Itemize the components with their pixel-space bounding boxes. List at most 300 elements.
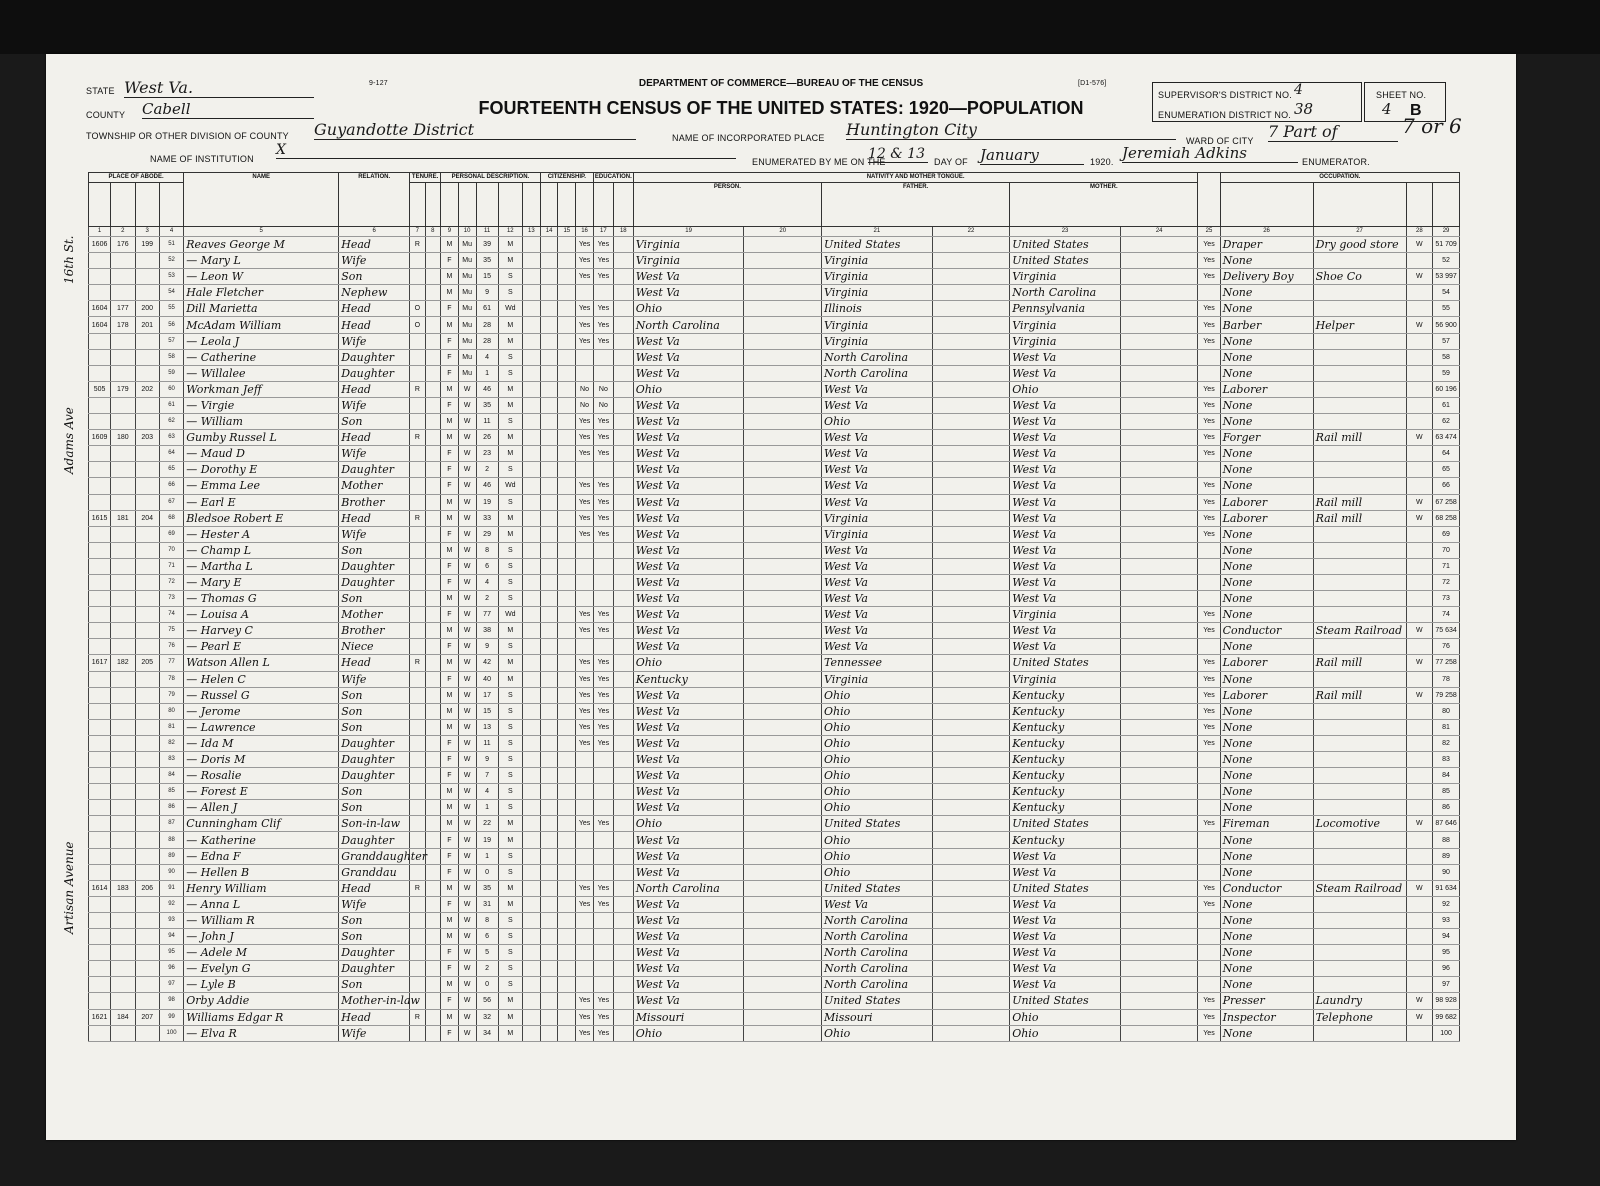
cell-marital: M — [498, 430, 522, 446]
cell-father: West Va — [821, 397, 932, 413]
day-of-label: DAY OF — [934, 157, 968, 167]
cell-empty — [425, 381, 441, 397]
cell-name: Cunningham Clif — [184, 816, 339, 832]
cell-empty — [425, 880, 441, 896]
cell-mother: West Va — [1010, 591, 1121, 607]
cell-line: 96 — [159, 961, 183, 977]
cell-class — [1406, 703, 1433, 719]
head-col-16 — [576, 183, 594, 227]
cell-father: Virginia — [821, 671, 932, 687]
cell-industry — [1313, 285, 1406, 301]
cell-english: Yes — [1198, 510, 1220, 526]
cell-marital: S — [498, 269, 522, 285]
cell-right: 66 — [1433, 478, 1460, 494]
cell-age: 8 — [476, 912, 498, 928]
cell-empty — [1120, 333, 1198, 349]
cell-industry — [1313, 768, 1406, 784]
cell-birth: West Va — [633, 591, 744, 607]
column-number: 20 — [744, 227, 822, 237]
cell-empty — [1120, 446, 1198, 462]
cell-sex: F — [441, 735, 459, 751]
cell-empty — [613, 365, 633, 381]
cell-empty — [425, 784, 441, 800]
cell-dwelling — [111, 735, 135, 751]
cell-sex: M — [441, 269, 459, 285]
cell-occupation: None — [1220, 333, 1313, 349]
cell-house — [89, 800, 111, 816]
cell-right: 75 634 — [1433, 623, 1460, 639]
township-value: Guyandotte District — [314, 120, 636, 140]
cell-line: 67 — [159, 494, 183, 510]
cell-read — [576, 832, 594, 848]
cell-empty — [558, 703, 576, 719]
cell-empty — [523, 735, 541, 751]
cell-relation: Granddaughter — [339, 848, 410, 864]
cell-relation: Son — [339, 591, 410, 607]
cell-write: Yes — [593, 414, 613, 430]
cell-marital: S — [498, 945, 522, 961]
cell-dwelling — [111, 446, 135, 462]
cell-family: 204 — [135, 510, 159, 526]
cell-line: 88 — [159, 832, 183, 848]
cell-empty — [558, 1009, 576, 1025]
cell-occupation: None — [1220, 365, 1313, 381]
cell-empty — [523, 880, 541, 896]
cell-birth: Virginia — [633, 253, 744, 269]
cell-race: W — [458, 848, 476, 864]
cell-empty — [744, 1009, 822, 1025]
cell-relation: Head — [339, 880, 410, 896]
cell-race: W — [458, 397, 476, 413]
cell-empty — [613, 397, 633, 413]
cell-sex: M — [441, 655, 459, 671]
cell-sex: M — [441, 703, 459, 719]
cell-marital: S — [498, 800, 522, 816]
cell-english: Yes — [1198, 253, 1220, 269]
cell-empty — [540, 752, 558, 768]
cell-sex: F — [441, 752, 459, 768]
cell-name: — Mary E — [184, 574, 339, 590]
cell-empty — [1120, 816, 1198, 832]
cell-birth: West Va — [633, 349, 744, 365]
cell-age: 1 — [476, 365, 498, 381]
cell-empty — [558, 269, 576, 285]
cell-mother: Kentucky — [1010, 687, 1121, 703]
cell-family: 199 — [135, 237, 159, 253]
cell-dwelling: 179 — [111, 381, 135, 397]
cell-write — [593, 977, 613, 993]
cell-empty — [540, 397, 558, 413]
supervisor-label: SUPERVISOR'S DISTRICT NO. — [1158, 90, 1292, 100]
cell-marital: S — [498, 591, 522, 607]
cell-english: Yes — [1198, 896, 1220, 912]
cell-industry — [1313, 896, 1406, 912]
cell-empty — [523, 317, 541, 333]
cell-empty — [540, 301, 558, 317]
cell-empty — [558, 832, 576, 848]
head-col-9 — [441, 183, 459, 227]
place-value: Huntington City — [846, 120, 1176, 140]
cell-sex: F — [441, 607, 459, 623]
cell-mother: West Va — [1010, 912, 1121, 928]
margin-street-3: Artisan Avenue — [62, 841, 76, 934]
cell-class — [1406, 961, 1433, 977]
cell-sex: F — [441, 462, 459, 478]
cell-empty — [1120, 832, 1198, 848]
form-number: 9-127 — [369, 80, 388, 87]
cell-mother: West Va — [1010, 558, 1121, 574]
cell-marital: M — [498, 333, 522, 349]
cell-empty — [540, 317, 558, 333]
cell-empty — [613, 607, 633, 623]
cell-family — [135, 285, 159, 301]
cell-class — [1406, 333, 1433, 349]
table-row — [89, 510, 1460, 526]
cell-birth: West Va — [633, 639, 744, 655]
cell-family — [135, 961, 159, 977]
cell-empty — [1120, 639, 1198, 655]
cell-dwelling — [111, 671, 135, 687]
cell-right: 73 — [1433, 591, 1460, 607]
cell-mother: North Carolina — [1010, 285, 1121, 301]
cell-empty — [540, 945, 558, 961]
cell-house — [89, 558, 111, 574]
cell-marital: S — [498, 864, 522, 880]
cell-empty — [613, 301, 633, 317]
cell-occupation: None — [1220, 591, 1313, 607]
cell-class — [1406, 349, 1433, 365]
cell-industry — [1313, 945, 1406, 961]
cell-birth: West Va — [633, 752, 744, 768]
cell-name: Dill Marietta — [184, 301, 339, 317]
cell-family — [135, 349, 159, 365]
column-number: 5 — [184, 227, 339, 237]
cell-sex: M — [441, 623, 459, 639]
cell-class — [1406, 639, 1433, 655]
cell-empty — [932, 768, 1010, 784]
cell-dwelling — [111, 542, 135, 558]
cell-empty — [425, 349, 441, 365]
cell-occupation: None — [1220, 301, 1313, 317]
cell-father: West Va — [821, 430, 932, 446]
cell-empty — [744, 735, 822, 751]
cell-tenure: R — [410, 880, 426, 896]
column-number-row — [89, 227, 1460, 237]
cell-english: Yes — [1198, 719, 1220, 735]
cell-birth: West Va — [633, 574, 744, 590]
cell-tenure — [410, 414, 426, 430]
cell-age: 22 — [476, 816, 498, 832]
cell-age: 19 — [476, 832, 498, 848]
cell-empty — [744, 864, 822, 880]
cell-write: Yes — [593, 253, 613, 269]
cell-industry — [1313, 574, 1406, 590]
column-number: 16 — [576, 227, 594, 237]
cell-english: Yes — [1198, 526, 1220, 542]
cell-father: West Va — [821, 478, 932, 494]
cell-industry — [1313, 703, 1406, 719]
cell-empty — [425, 993, 441, 1009]
cell-sex: F — [441, 446, 459, 462]
cell-empty — [744, 752, 822, 768]
cell-read: Yes — [576, 317, 594, 333]
cell-empty — [558, 896, 576, 912]
cell-birth: West Va — [633, 993, 744, 1009]
cell-empty — [613, 687, 633, 703]
cell-marital: M — [498, 832, 522, 848]
cell-sex: F — [441, 993, 459, 1009]
cell-name: — Louisa A — [184, 607, 339, 623]
cell-birth: West Va — [633, 961, 744, 977]
cell-read — [576, 961, 594, 977]
cell-english: Yes — [1198, 237, 1220, 253]
cell-birth: West Va — [633, 558, 744, 574]
cell-tenure — [410, 349, 426, 365]
cell-marital: M — [498, 317, 522, 333]
cell-empty — [540, 526, 558, 542]
cell-tenure: R — [410, 381, 426, 397]
cell-empty — [744, 462, 822, 478]
cell-empty — [425, 687, 441, 703]
cell-class — [1406, 607, 1433, 623]
cell-age: 26 — [476, 430, 498, 446]
cell-name: — Evelyn G — [184, 961, 339, 977]
cell-empty — [744, 945, 822, 961]
column-number: 10 — [458, 227, 476, 237]
cell-empty — [523, 462, 541, 478]
cell-right: 93 — [1433, 912, 1460, 928]
cell-industry — [1313, 446, 1406, 462]
table-row — [89, 655, 1460, 671]
head-person: PERSON. — [633, 183, 821, 227]
cell-line: 74 — [159, 607, 183, 623]
head-occupation: OCCUPATION. — [1220, 173, 1459, 183]
table-row — [89, 607, 1460, 623]
cell-tenure — [410, 961, 426, 977]
cell-empty — [932, 671, 1010, 687]
cell-right: 58 — [1433, 349, 1460, 365]
cell-empty — [425, 462, 441, 478]
cell-tenure — [410, 542, 426, 558]
cell-sex: F — [441, 671, 459, 687]
cell-empty — [744, 848, 822, 864]
cell-write: Yes — [593, 237, 613, 253]
cell-relation: Daughter — [339, 752, 410, 768]
cell-write: Yes — [593, 1025, 613, 1041]
cell-race: W — [458, 542, 476, 558]
cell-empty — [1120, 623, 1198, 639]
cell-class — [1406, 558, 1433, 574]
cell-birth: West Va — [633, 397, 744, 413]
form-code: [D1-576] — [1078, 80, 1107, 87]
cell-empty — [613, 349, 633, 365]
cell-father: Ohio — [821, 1025, 932, 1041]
cell-empty — [558, 768, 576, 784]
cell-empty — [932, 462, 1010, 478]
cell-empty — [613, 462, 633, 478]
cell-occupation: None — [1220, 414, 1313, 430]
cell-write: Yes — [593, 317, 613, 333]
cell-line: 54 — [159, 285, 183, 301]
cell-father: United States — [821, 237, 932, 253]
cell-empty — [558, 719, 576, 735]
head-mother: MOTHER. — [1010, 183, 1198, 227]
cell-empty — [425, 1025, 441, 1041]
cell-empty — [523, 397, 541, 413]
cell-age: 5 — [476, 945, 498, 961]
cell-empty — [558, 397, 576, 413]
cell-right: 81 — [1433, 719, 1460, 735]
cell-family — [135, 735, 159, 751]
cell-father: West Va — [821, 623, 932, 639]
cell-marital: S — [498, 768, 522, 784]
cell-empty — [744, 768, 822, 784]
cell-empty — [613, 510, 633, 526]
table-row — [89, 430, 1460, 446]
cell-class — [1406, 381, 1433, 397]
column-number: 1 — [89, 227, 111, 237]
cell-occupation: None — [1220, 639, 1313, 655]
cell-dwelling — [111, 558, 135, 574]
cell-english: Yes — [1198, 1025, 1220, 1041]
cell-occupation: None — [1220, 896, 1313, 912]
column-number: 8 — [425, 227, 441, 237]
cell-age: 4 — [476, 784, 498, 800]
cell-empty — [1120, 945, 1198, 961]
cell-line: 82 — [159, 735, 183, 751]
cell-birth: West Va — [633, 269, 744, 285]
cell-occupation: None — [1220, 945, 1313, 961]
cell-family — [135, 848, 159, 864]
cell-age: 2 — [476, 591, 498, 607]
column-number: 22 — [932, 227, 1010, 237]
cell-relation: Son-in-law — [339, 816, 410, 832]
cell-empty — [1120, 896, 1198, 912]
cell-birth: West Va — [633, 977, 744, 993]
cell-line: 78 — [159, 671, 183, 687]
cell-family — [135, 719, 159, 735]
cell-marital: S — [498, 703, 522, 719]
cell-industry: Telephone — [1313, 1009, 1406, 1025]
cell-industry — [1313, 607, 1406, 623]
cell-english: Yes — [1198, 269, 1220, 285]
cell-write — [593, 542, 613, 558]
cell-house — [89, 735, 111, 751]
cell-name: — Elva R — [184, 1025, 339, 1041]
cell-empty — [558, 430, 576, 446]
cell-family — [135, 269, 159, 285]
cell-birth: West Va — [633, 333, 744, 349]
cell-relation: Daughter — [339, 961, 410, 977]
cell-tenure — [410, 929, 426, 945]
cell-industry — [1313, 961, 1406, 977]
cell-empty — [540, 607, 558, 623]
cell-birth: West Va — [633, 832, 744, 848]
cell-name: — Allen J — [184, 800, 339, 816]
cell-empty — [523, 510, 541, 526]
cell-empty — [744, 510, 822, 526]
head-nativity: NATIVITY AND MOTHER TONGUE. — [633, 173, 1198, 183]
cell-race: W — [458, 446, 476, 462]
cell-family — [135, 333, 159, 349]
cell-dwelling — [111, 993, 135, 1009]
cell-empty — [744, 558, 822, 574]
cell-empty — [744, 253, 822, 269]
cell-age: 8 — [476, 542, 498, 558]
cell-mother: West Va — [1010, 397, 1121, 413]
cell-family: 202 — [135, 381, 159, 397]
cell-right: 56 900 — [1433, 317, 1460, 333]
column-number: 7 — [410, 227, 426, 237]
cell-race: W — [458, 414, 476, 430]
cell-empty — [523, 993, 541, 1009]
cell-birth: West Va — [633, 462, 744, 478]
cell-relation: Wife — [339, 1025, 410, 1041]
cell-empty — [1120, 703, 1198, 719]
cell-birth: Ohio — [633, 301, 744, 317]
cell-empty — [425, 800, 441, 816]
cell-birth: Ohio — [633, 655, 744, 671]
cell-mother: Kentucky — [1010, 752, 1121, 768]
cell-class — [1406, 784, 1433, 800]
cell-empty — [932, 993, 1010, 1009]
cell-write: Yes — [593, 526, 613, 542]
cell-family — [135, 574, 159, 590]
cell-class — [1406, 253, 1433, 269]
cell-birth: West Va — [633, 365, 744, 381]
cell-empty — [932, 526, 1010, 542]
cell-name: — Willalee — [184, 365, 339, 381]
cell-empty — [523, 1009, 541, 1025]
cell-occupation: Laborer — [1220, 494, 1313, 510]
cell-relation: Son — [339, 784, 410, 800]
column-number: 3 — [135, 227, 159, 237]
cell-dwelling — [111, 462, 135, 478]
cell-marital: S — [498, 848, 522, 864]
cell-empty — [558, 800, 576, 816]
cell-tenure — [410, 687, 426, 703]
cell-read: Yes — [576, 253, 594, 269]
cell-empty — [558, 623, 576, 639]
cell-name: McAdam William — [184, 317, 339, 333]
cell-english — [1198, 800, 1220, 816]
cell-empty — [932, 896, 1010, 912]
cell-empty — [932, 317, 1010, 333]
cell-empty — [1120, 381, 1198, 397]
cell-tenure — [410, 526, 426, 542]
cell-relation: Daughter — [339, 832, 410, 848]
cell-occupation: Laborer — [1220, 510, 1313, 526]
cell-empty — [523, 574, 541, 590]
cell-industry — [1313, 735, 1406, 751]
cell-empty — [613, 478, 633, 494]
cell-empty — [425, 333, 441, 349]
cell-class — [1406, 285, 1433, 301]
cell-age: 61 — [476, 301, 498, 317]
cell-right: 95 — [1433, 945, 1460, 961]
cell-relation: Mother — [339, 478, 410, 494]
cell-sex: M — [441, 977, 459, 993]
cell-age: 23 — [476, 446, 498, 462]
cell-empty — [744, 671, 822, 687]
cell-right: 86 — [1433, 800, 1460, 816]
cell-family: 200 — [135, 301, 159, 317]
sheet-label: SHEET NO. — [1376, 90, 1427, 100]
cell-english: Yes — [1198, 430, 1220, 446]
cell-dwelling — [111, 977, 135, 993]
cell-marital: S — [498, 912, 522, 928]
cell-right: 88 — [1433, 832, 1460, 848]
